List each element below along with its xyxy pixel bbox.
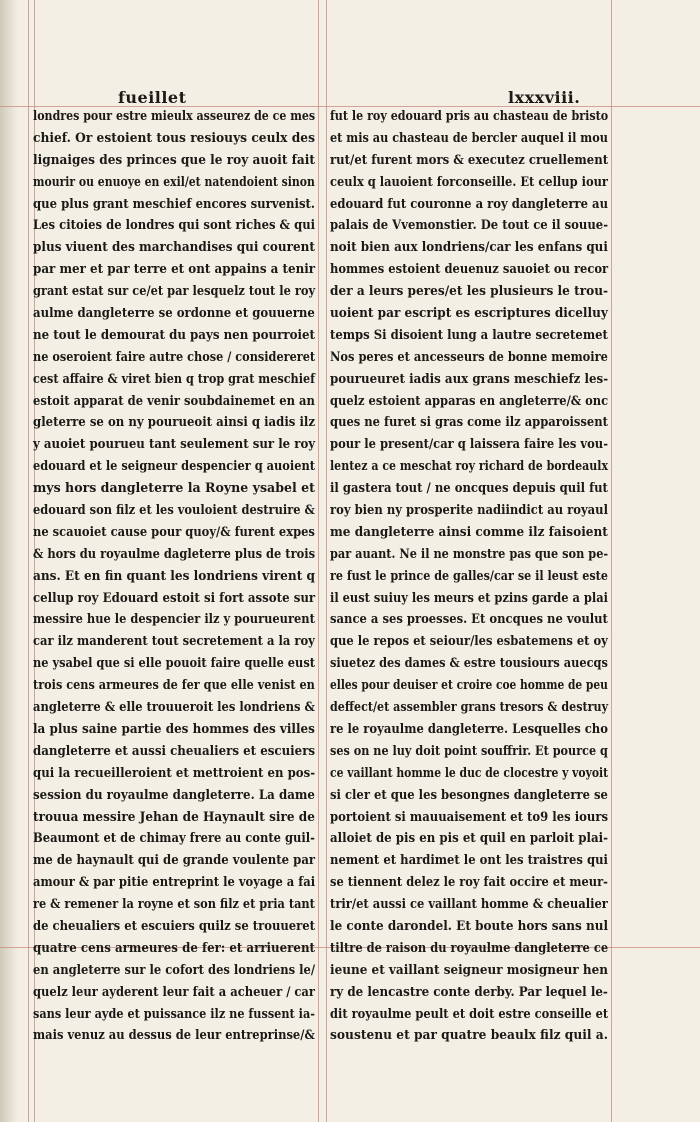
text-line: y auoiet pourueu tant seulement sur le roy [33,437,316,453]
text-line: me dangleterre ainsi comme ilz faisoient [330,524,608,540]
text-line: ne ysabel que si elle pouoit faire quelle eust [33,656,316,672]
text-line: lignaiges des princes que le roy auoit fait [33,152,315,168]
text-line: & hors du royaulme dagleterre plus de trois [33,546,316,562]
text-line: noit bien aux londriens/car les enfans qui [330,240,608,256]
text-line: palais de Vvemonstier. De tout ce il souue- [330,218,609,234]
text-line: ceulx q lauoient forconseille. Et cellup iour [330,174,608,190]
text-line: siuetez des dames & estre tousiours auecqs [330,656,608,672]
text-column-right [330,106,608,1047]
text-line: grant estat sur ce/et par lesquelz tout le roy [33,284,316,300]
text-line: soustenu et par quatre beaulx filz quil a. [330,1028,608,1044]
margin-rule-left [28,0,29,1122]
text-line: mys hors dangleterre la Royne ysabel et [33,481,315,497]
text-line: deffect/et assembler grans tresors & destruy [330,700,609,716]
text-line: amour & par pitie entreprint le voyage a fai [33,875,316,891]
text-line: rut/et furent mors & executez cruellement [330,152,609,168]
text-line: ne oseroient faire autre chose / considereret [33,349,316,365]
page-fold-shadow [0,0,18,1122]
text-line: portoient si mauuaisement et to9 les iours [330,809,609,825]
text-line: pourueuret iadis aux grans meschiefz les- [330,371,609,387]
text-line: car ilz manderent tout secretement a la roy [33,634,315,650]
text-line: alloiet de pis en pis et quil en parloit plai- [330,831,608,847]
folio-number: lxxxviii. [508,88,581,107]
text-line: Beaumont et de chimay frere au conte guil- [33,831,315,847]
text-line: edouard fut couronne a roy dangleterre au [330,196,609,212]
text-line: roy bien ny prosperite nadiindict au royaul [330,503,608,519]
text-line: gleterre se on ny pourueoit ainsi q iadis ilz [33,415,316,431]
text-line: hommes estoient deuenuz sauoiet ou recor [330,262,609,278]
text-line: trir/et aussi ce vaillant homme & cheualier [330,897,608,913]
text-line: chief. Or estoient tous resiouys ceulx des [33,130,315,146]
text-line: temps Si disoient lung a lautre secretemet [330,327,608,343]
text-line: ieune et vaillant seigneur mosigneur hen [330,962,609,978]
text-line: quelz leur ayderent leur fait a acheuer / car [33,984,315,1000]
text-line: cellup roy Edouard estoit si fort assote sur [33,590,316,606]
text-line: fut le roy edouard pris au chasteau de bristo [330,109,609,124]
text-line: que plus grant meschief encores survenist. [33,196,315,212]
text-line: la plus saine partie des hommes des villes [33,721,315,737]
text-line: il eust suiuy les meurs et pzins garde a plai [330,590,608,606]
column-rule-left [318,0,319,1122]
text-line: le conte darondel. Et boute hors sans nul [330,918,609,934]
margin-rule-right [611,0,612,1122]
text-line: ne scauoiet cause pour quoy/& furent expes [33,524,315,540]
text-line: en angleterre sur le cofort des londriens le/ [33,962,316,978]
text-line: me de haynault qui de grande voulente par [33,853,316,869]
text-line: re fust le prince de galles/car se il leust este [330,568,608,584]
text-line: angleterre & elle trouueroit les londriens & [33,700,315,716]
text-line: par auant. Ne il ne monstre pas que son pe- [330,546,609,562]
text-line: quatre cens armeures de fer: et arriuerent [33,940,316,956]
text-line: de cheualiers et escuiers quilz se trouueret [33,918,316,934]
text-line: trois cens armeures de fer que elle venist en [33,678,315,694]
text-line: sance a ses proesses. Et oncques ne voulut [330,612,608,628]
text-line: et mis au chasteau de bercler auquel il mou [330,130,608,146]
text-line: aulme dangleterre se ordonne et gouuerne [33,306,315,322]
text-line: si cler et que les besongnes dangleterre se [330,787,608,803]
text-line: elles pour deuiser et croire coe homme de peu [330,678,608,694]
text-line: il gastera tout / ne oncques depuis quil fut [330,481,608,497]
text-column-left [33,106,315,1047]
text-line: session du royaulme dangleterre. La dame [33,787,315,803]
text-line: der a leurs peres/et les plusieurs le trou- [330,284,609,300]
text-line: re & remener la royne et son filz et pria tant [33,897,315,913]
text-line: dit royaulme peult et doit estre conseille et [330,1006,609,1022]
text-line: dangleterre et aussi cheualiers et escuiers [33,743,316,759]
text-line: par mer et par terre et ont appains a tenir [33,262,316,278]
text-line: pour le present/car q laissera faire les vou- [330,437,608,453]
text-line: Les citoies de londres qui sont riches & qui [33,218,316,234]
text-line: re le royaulme dangleterre. Lesquelles cho [330,721,608,737]
text-line: londres pour estre mieulx asseurez de ce mes [33,109,316,124]
text-line: se tiennent delez le roy fait occire et meur- [330,875,608,891]
text-line: que le repos et seiour/les esbatemens et oy [330,634,608,650]
text-line: ans. Et en fin quant les londriens virent q [33,568,315,584]
text-line: cest affaire & viret bien q trop grat meschief [33,371,315,387]
text-line: edouard son filz et les vouloient destruire & [33,503,315,519]
text-line: ses on ne luy doit point souffrir. Et pource q [330,743,608,759]
text-line: sans leur ayde et puissance ilz ne fussent ia- [33,1006,315,1022]
text-line: messire hue le despencier ilz y pourueurent [33,612,315,628]
text-line: trouua messire Jehan de Haynault sire de [33,809,315,825]
text-line: ce vaillant homme le duc de clocestre y voyoit [330,765,609,781]
text-line: nement et hardimet le ont les traistres qui [330,853,608,869]
text-line: ques ne furet si gras come ilz apparoissent [330,415,608,431]
text-line: Nos peres et ancesseurs de bonne memoire [330,349,608,365]
column-rule-right [326,0,327,1122]
text-line: mais venuz au dessus de leur entreprinse/& [33,1028,315,1044]
text-line: estoit apparat de venir soubdainemet en an [33,393,315,409]
folio-heading: fueillet [118,88,187,107]
text-line: qui la recueilleroient et mettroient en pos- [33,765,316,781]
text-line: lentez a ce meschat roy richard de bordeaulx [330,459,609,475]
text-line: mourir ou enuoye en exil/et natendoient sinon [33,174,315,190]
text-line: uoient par escript es escriptures dicelluy [330,306,608,322]
text-line: quelz estoient apparas en angleterre/& onc [330,393,609,409]
text-line: plus viuent des marchandises qui courent [33,240,315,256]
text-line: tiltre de raison du royaulme dangleterre ce [330,940,609,956]
text-line: ry de lencastre conte derby. Par lequel le- [330,984,608,1000]
text-line: ne tout le demourat du pays nen pourroiet [33,327,315,343]
text-line: edouard et le seigneur despencier q auoient [33,459,315,475]
